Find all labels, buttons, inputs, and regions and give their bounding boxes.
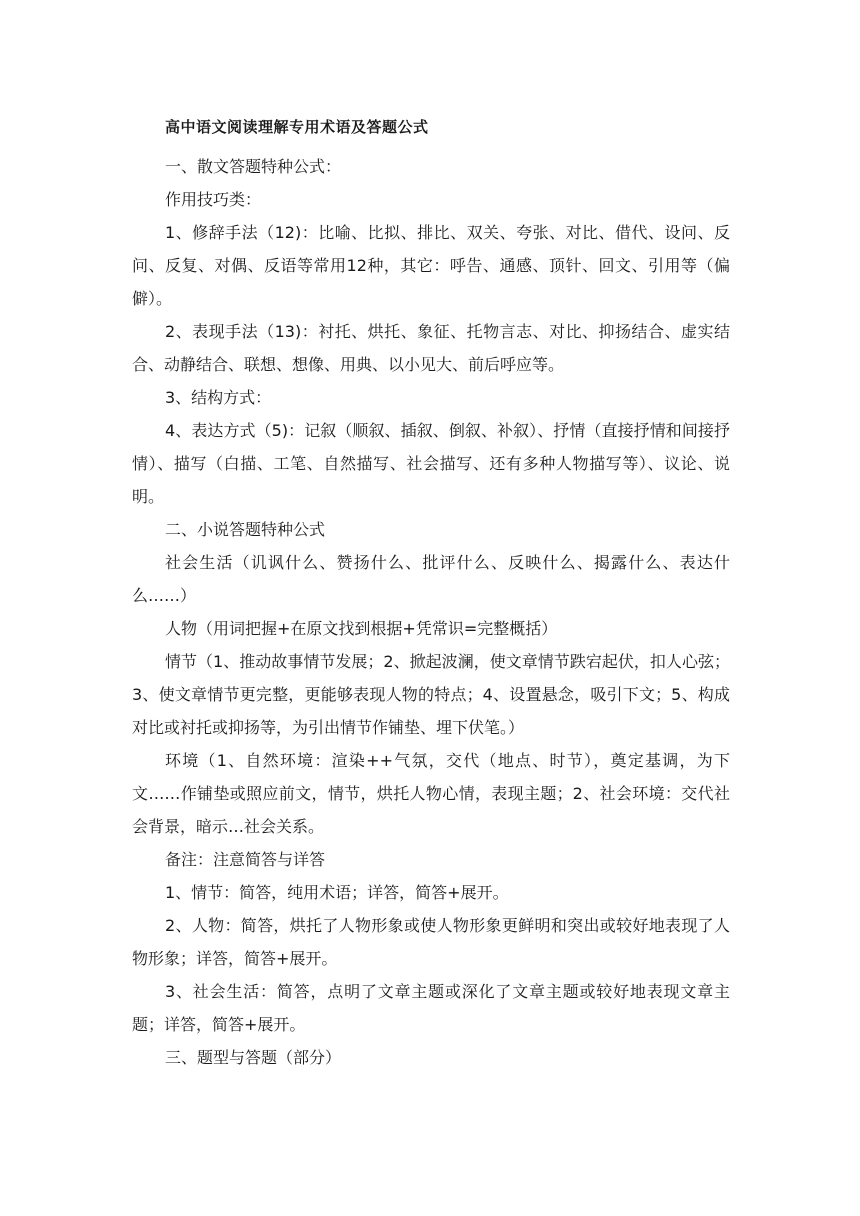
section-heading-prose: 一、散文答题特种公式： (165, 157, 342, 176)
paragraph-structure: 3、结构方式： (165, 388, 272, 407)
paragraph-character: 人物（用词把握+在原文找到根据+凭常识=完整概括） (165, 619, 558, 638)
paragraph-expression-modes: 4、表达方式（5)：记叙（顺叙、插叙、倒叙、补叙）、抒情（直接抒情和间接抒情）、描写（白描、工笔、自然描写、社会描写、还有多种人物描写等）、议论、说明。 (132, 421, 730, 506)
paragraph-note-social-life: 3、社会生活：简答，点明了文章主题或深化了文章主题或较好地表现文章主题；详答，简答+展开。 (132, 982, 730, 1034)
paragraph-note-character: 2、人物：简答，烘托了人物形象或使人物形象更鲜明和突出或较好地表现了人物形象；详答，简答+展开。 (132, 916, 730, 968)
section-heading-novel: 二、小说答题特种公式 (165, 520, 326, 539)
document-body (132, 150, 730, 1074)
paragraph-social-life: 社会生活（讥讽什么、赞扬什么、批评什么、反映什么、揭露什么、表达什么……） (132, 553, 730, 605)
paragraph-environment: 环境（1、自然环境：渲染++气氛，交代（地点、时节），奠定基调，为下文……作铺垫或照应前文，情节，烘托人物心情，表现主题；2、社会环境：交代社会背景，暗示…社会关系。 (132, 751, 730, 836)
paragraph-note: 备注：注意简答与详答 (165, 850, 326, 869)
section-heading-question-types: 三、题型与答题（部分） (165, 1048, 342, 1067)
paragraph-note-plot: 1、情节：简答，纯用术语；详答，简答+展开。 (165, 883, 509, 902)
paragraph-rhetoric: 1、修辞手法（12)：比喻、比拟、排比、双关、夸张、对比、借代、设问、反问、反复、对偶、反语等常用12种，其它：呼告、通感、顶针、回文、引用等（偏僻）。 (132, 223, 730, 308)
subsection-heading-techniques: 作用技巧类： (165, 190, 262, 209)
paragraph-plot: 情节（1、推动故事情节发展；2、掀起波澜，使文章情节跌宕起伏，扣人心弦；3、使文章情节更完整，更能够表现人物的特点；4、设置悬念，吸引下文；5、构成对比或衬托或抑扬等，为引出情节作铺垫、埋下伏笔。） (132, 652, 730, 737)
document-title: 高中语文阅读理解专用术语及答题公式 (165, 118, 429, 136)
paragraph-expression-techniques: 2、表现手法（13)：衬托、烘托、象征、托物言志、对比、抑扬结合、虚实结合、动静结合、联想、想像、用典、以小见大、前后呼应等。 (132, 322, 730, 374)
